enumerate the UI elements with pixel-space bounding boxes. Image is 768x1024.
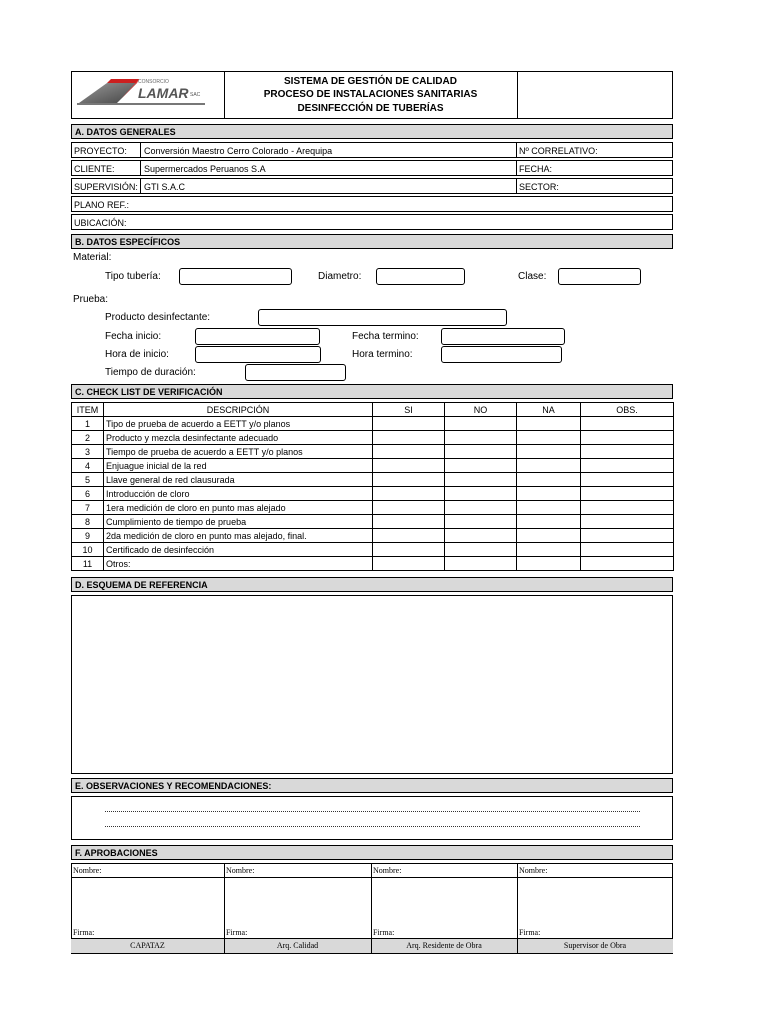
table-row (72, 431, 674, 445)
item-number: 3 (72, 445, 104, 459)
tiempo-field[interactable] (245, 364, 346, 381)
section-c-title: C. CHECK LIST DE VERIFICACIÓN (71, 384, 673, 399)
na-cell[interactable] (517, 473, 581, 487)
si-cell[interactable] (373, 445, 445, 459)
signature-area-calidad[interactable] (225, 878, 370, 928)
item-description: 1era medición de cloro en punto mas alejado (104, 501, 373, 515)
esquema-area[interactable] (71, 595, 673, 774)
fecha-termino-field[interactable] (441, 328, 565, 345)
sector-label: SECTOR: (519, 182, 559, 192)
si-cell[interactable] (373, 501, 445, 515)
role-residente: Arq. Residente de Obra (406, 941, 482, 950)
header-title-line2: PROCESO DE INSTALACIONES SANITARIAS (263, 89, 478, 100)
hora-termino-field[interactable] (441, 346, 562, 363)
table-row (72, 543, 674, 557)
logo-suffix: SAC (190, 92, 201, 98)
producto-label: Producto desinfectante: (105, 312, 211, 323)
no-cell[interactable] (445, 529, 517, 543)
tiempo-label: Tiempo de duración: (105, 367, 196, 378)
obs-cell[interactable] (581, 473, 674, 487)
checklist-table (71, 402, 674, 571)
si-cell[interactable] (373, 487, 445, 501)
obs-cell[interactable] (581, 431, 674, 445)
si-cell[interactable] (373, 515, 445, 529)
obs-cell[interactable] (581, 557, 674, 571)
item-description: Producto y mezcla desinfectante adecuado (104, 431, 373, 445)
na-cell[interactable] (517, 515, 581, 529)
observaciones-line-1 (105, 811, 640, 812)
na-cell[interactable] (517, 417, 581, 431)
role-capataz: CAPATAZ (130, 941, 165, 950)
item-number: 9 (72, 529, 104, 543)
item-number: 6 (72, 487, 104, 501)
supervision-value[interactable]: GTI S.A.C (144, 182, 186, 192)
table-row (72, 459, 674, 473)
obs-cell[interactable] (581, 417, 674, 431)
header-divider-right (517, 71, 518, 119)
table-row (72, 473, 674, 487)
nombre-label-residente: Nombre: (373, 866, 402, 875)
si-cell[interactable] (373, 431, 445, 445)
item-description: Tiempo de prueba de acuerdo a EETT y/o planos (104, 445, 373, 459)
na-cell[interactable] (517, 501, 581, 515)
header-title-line3: DESINFECCIÓN DE TUBERÍAS (297, 103, 444, 114)
firma-label-supervisor: Firma: (519, 928, 541, 937)
nombre-label-supervisor: Nombre: (519, 866, 548, 875)
item-description: Otros: (104, 557, 373, 571)
si-cell[interactable] (373, 473, 445, 487)
no-cell[interactable] (445, 557, 517, 571)
item-number: 5 (72, 473, 104, 487)
table-row (72, 487, 674, 501)
logo-small-text: CONSORCIO (138, 79, 169, 85)
na-cell[interactable] (517, 529, 581, 543)
na-cell[interactable] (517, 557, 581, 571)
row-proyecto (71, 142, 673, 158)
clase-field[interactable] (558, 268, 641, 285)
na-cell[interactable] (517, 459, 581, 473)
no-cell[interactable] (445, 543, 517, 557)
item-number: 4 (72, 459, 104, 473)
nombre-label-calidad: Nombre: (226, 866, 255, 875)
item-number: 7 (72, 501, 104, 515)
obs-cell[interactable] (581, 543, 674, 557)
tipo-tuberia-label: Tipo tubería: (105, 271, 161, 282)
item-number: 1 (72, 417, 104, 431)
table-row (72, 417, 674, 431)
item-number: 8 (72, 515, 104, 529)
section-f-title: F. APROBACIONES (71, 845, 673, 860)
table-row (72, 501, 674, 515)
no-cell[interactable] (445, 459, 517, 473)
ubicacion-label: UBICACIÓN: (74, 218, 127, 228)
item-description: Cumplimiento de tiempo de prueba (104, 515, 373, 529)
row-plano[interactable] (71, 196, 673, 212)
no-cell[interactable] (445, 501, 517, 515)
cliente-label: CLIENTE: (74, 164, 115, 174)
na-cell[interactable] (517, 431, 581, 445)
fecha-label: FECHA: (519, 164, 553, 174)
nombre-label-capataz: Nombre: (73, 866, 102, 875)
row-supervision (71, 178, 673, 194)
no-cell[interactable] (445, 445, 517, 459)
no-cell[interactable] (445, 515, 517, 529)
row-ubicacion[interactable] (71, 214, 673, 230)
firma-label-calidad: Firma: (226, 928, 248, 937)
table-row (72, 557, 674, 571)
correlativo-label: Nº CORRELATIVO: (519, 146, 598, 156)
col-item-header: ITEM (72, 403, 104, 417)
observaciones-area[interactable] (71, 796, 673, 840)
item-description: Certificado de desinfección (104, 543, 373, 557)
si-cell[interactable] (373, 417, 445, 431)
diametro-label: Diametro: (318, 271, 362, 282)
item-description: Tipo de prueba de acuerdo a EETT y/o planos (104, 417, 373, 431)
fecha-inicio-label: Fecha inicio: (105, 331, 162, 342)
row-cliente (71, 160, 673, 176)
col-obs-header: OBS. (581, 403, 674, 417)
tipo-tuberia-field[interactable] (179, 268, 292, 285)
firma-label-capataz: Firma: (73, 928, 95, 937)
fecha-inicio-field[interactable] (195, 328, 320, 345)
obs-cell[interactable] (581, 459, 674, 473)
no-cell[interactable] (445, 417, 517, 431)
section-e-title: E. OBSERVACIONES Y RECOMENDACIONES: (71, 778, 673, 793)
hora-inicio-label: Hora de inicio: (105, 349, 169, 360)
table-row (72, 445, 674, 459)
diametro-field[interactable] (376, 268, 465, 285)
obs-cell[interactable] (581, 487, 674, 501)
na-cell[interactable] (517, 543, 581, 557)
producto-field[interactable] (258, 309, 507, 326)
table-row (72, 529, 674, 543)
fecha-termino-label: Fecha termino: (352, 331, 419, 342)
signature-area-capataz[interactable] (72, 878, 223, 928)
proyecto-value[interactable]: Conversión Maestro Cerro Colorado - Arequipa (144, 146, 333, 156)
si-cell[interactable] (373, 529, 445, 543)
si-cell[interactable] (373, 557, 445, 571)
logo-text: LAMAR (138, 85, 189, 101)
supervision-label: SUPERVISIÓN: (74, 182, 138, 192)
clase-label: Clase: (518, 271, 547, 282)
si-cell[interactable] (373, 543, 445, 557)
header-title-line1: SISTEMA DE GESTIÓN DE CALIDAD (284, 76, 457, 87)
signature-area-residente[interactable] (372, 878, 516, 928)
firma-label-residente: Firma: (373, 928, 395, 937)
no-cell[interactable] (445, 431, 517, 445)
hora-termino-label: Hora termino: (352, 349, 413, 360)
item-description: Introducción de cloro (104, 487, 373, 501)
role-supervisor: Supervisor de Obra (563, 941, 627, 950)
material-label: Material: (73, 252, 112, 263)
plano-label: PLANO REF.: (74, 200, 130, 210)
item-description: Enjuague inicial de la red (104, 459, 373, 473)
role-calidad: Arq. Calidad (276, 941, 319, 950)
hora-inicio-field[interactable] (195, 346, 321, 363)
no-cell[interactable] (445, 473, 517, 487)
prueba-label: Prueba: (73, 294, 109, 305)
col-na-header: NA (517, 403, 581, 417)
section-b-title: B. DATOS ESPECÍFICOS (71, 234, 673, 249)
obs-cell[interactable] (581, 515, 674, 529)
na-cell[interactable] (517, 445, 581, 459)
item-number: 2 (72, 431, 104, 445)
col-si-header: SI (373, 403, 445, 417)
obs-cell[interactable] (581, 445, 674, 459)
checklist-header-row (72, 403, 674, 417)
obs-cell[interactable] (581, 501, 674, 515)
table-row (72, 515, 674, 529)
obs-cell[interactable] (581, 529, 674, 543)
proyecto-label: PROYECTO: (74, 146, 127, 156)
col-no-header: NO (445, 403, 517, 417)
item-number: 10 (72, 543, 104, 557)
section-a-title: A. DATOS GENERALES (71, 124, 673, 139)
na-cell[interactable] (517, 487, 581, 501)
item-number: 11 (72, 557, 104, 571)
signature-area-supervisor[interactable] (518, 878, 672, 928)
item-description: 2da medición de cloro en punto mas alejado, final. (104, 529, 373, 543)
cliente-value[interactable]: Supermercados Peruanos S.A (144, 164, 266, 174)
item-description: Llave general de red clausurada (104, 473, 373, 487)
observaciones-line-2 (105, 826, 640, 827)
section-d-title: D. ESQUEMA DE REFERENCIA (71, 577, 673, 592)
no-cell[interactable] (445, 487, 517, 501)
si-cell[interactable] (373, 459, 445, 473)
col-descripcion-header: DESCRIPCIÓN (104, 403, 373, 417)
